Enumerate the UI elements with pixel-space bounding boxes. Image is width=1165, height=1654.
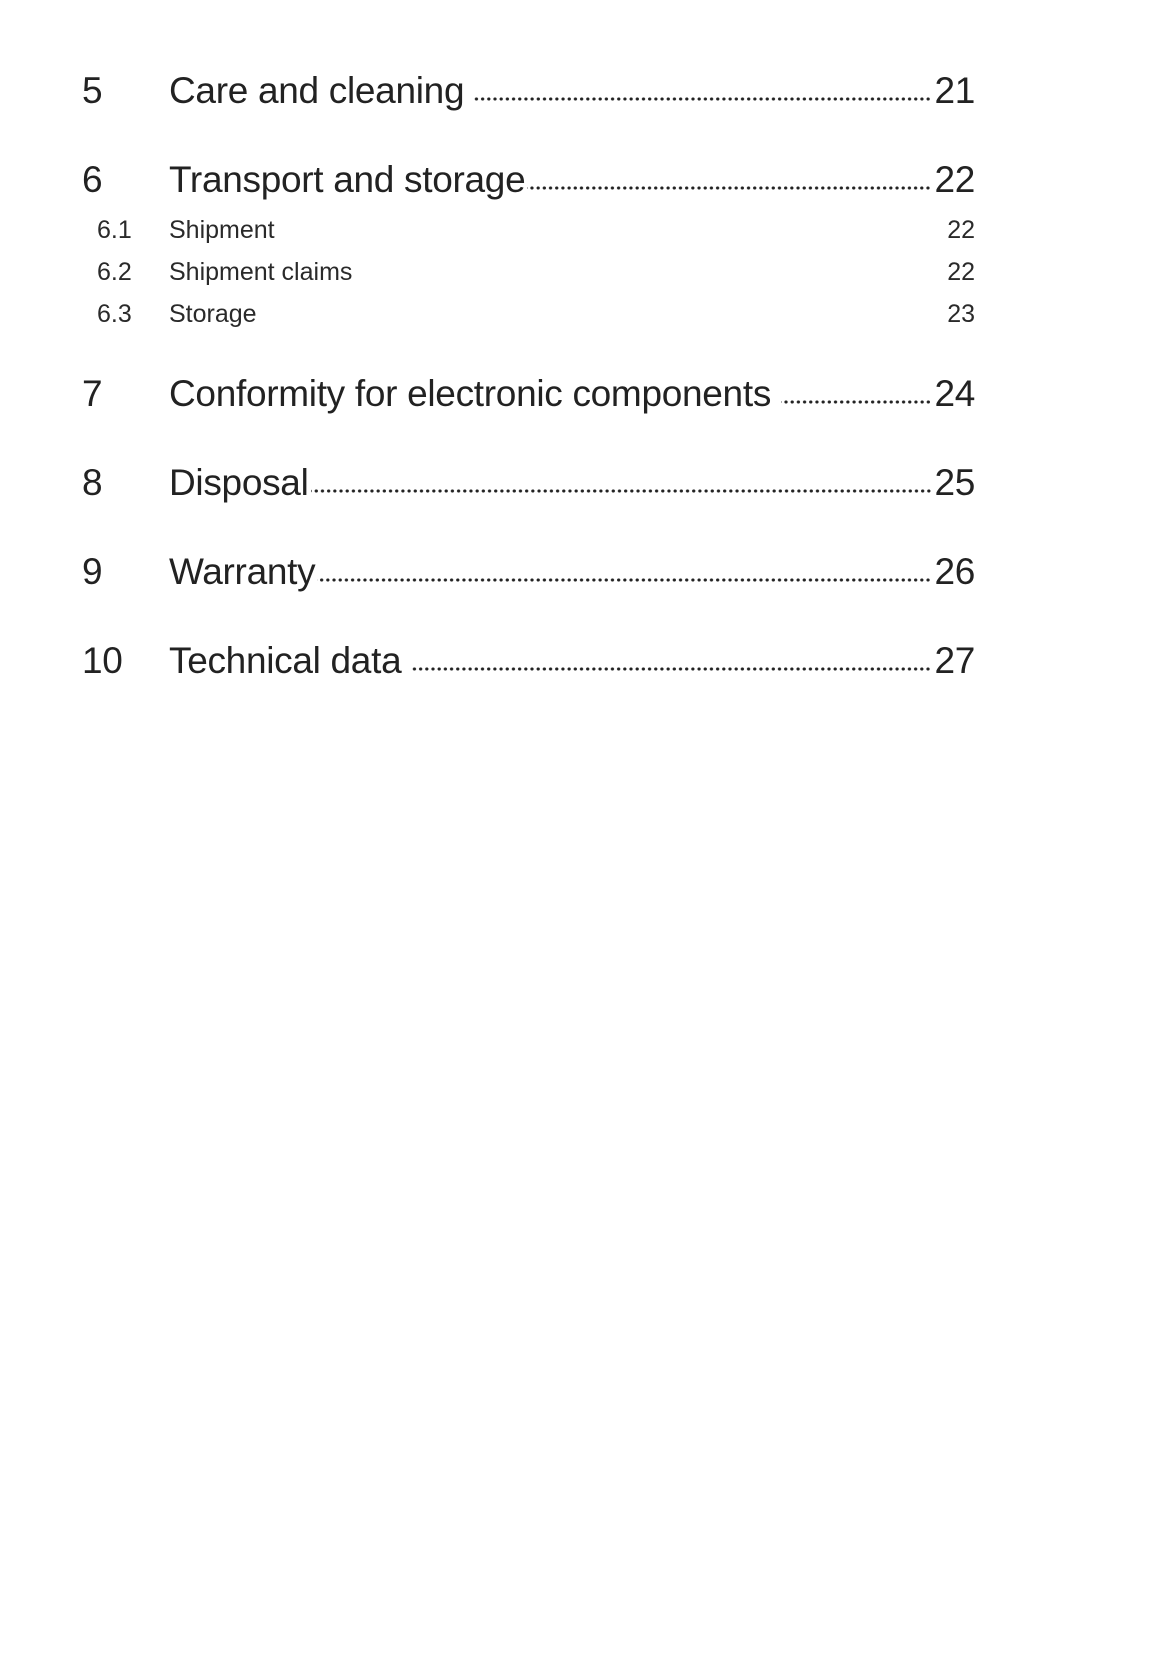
chapter-title: Transport and storage	[169, 159, 526, 200]
dot-leader	[474, 66, 931, 103]
chapter-number: 6	[82, 159, 103, 200]
dot-leader	[317, 547, 931, 584]
dot-leader	[411, 636, 931, 673]
toc-entry-7[interactable]	[82, 369, 975, 415]
toc-entry-6[interactable]	[82, 155, 975, 201]
toc-entry-10[interactable]	[82, 636, 975, 682]
chapter-number: 8	[82, 462, 103, 503]
dot-leader	[527, 155, 931, 192]
page-number: 24	[934, 373, 975, 414]
section-title: Storage	[169, 300, 257, 328]
dot-leader	[781, 369, 931, 406]
chapter-title: Disposal	[169, 462, 309, 503]
section-number: 6.3	[97, 300, 132, 328]
page-number: 22	[934, 159, 975, 200]
page-number: 26	[934, 551, 975, 592]
page-number: 25	[934, 462, 975, 503]
toc-entry-6-2[interactable]	[82, 256, 975, 288]
page-number: 27	[934, 640, 975, 681]
chapter-number: 7	[82, 373, 103, 414]
section-number: 6.2	[97, 258, 132, 286]
toc-entry-6-1[interactable]	[82, 214, 975, 246]
page-number: 22	[947, 216, 975, 244]
toc-entry-9[interactable]	[82, 547, 975, 593]
chapter-title: Care and cleaning	[169, 70, 465, 111]
page-number: 21	[934, 70, 975, 111]
dot-leader	[311, 458, 932, 495]
chapter-number: 5	[82, 70, 103, 111]
section-number: 6.1	[97, 216, 132, 244]
chapter-title: Warranty	[169, 551, 316, 592]
page-number: 22	[947, 258, 975, 286]
section-title: Shipment claims	[169, 258, 353, 286]
chapter-number: 10	[82, 640, 123, 681]
toc-entry-5[interactable]	[82, 66, 975, 112]
page-number: 23	[947, 300, 975, 328]
chapter-title: Technical data	[169, 640, 402, 681]
toc-entry-6-3[interactable]	[82, 298, 975, 330]
section-title: Shipment	[169, 216, 275, 244]
chapter-title: Conformity for electronic components	[169, 373, 772, 414]
chapter-number: 9	[82, 551, 103, 592]
toc-entry-8[interactable]	[82, 458, 975, 504]
